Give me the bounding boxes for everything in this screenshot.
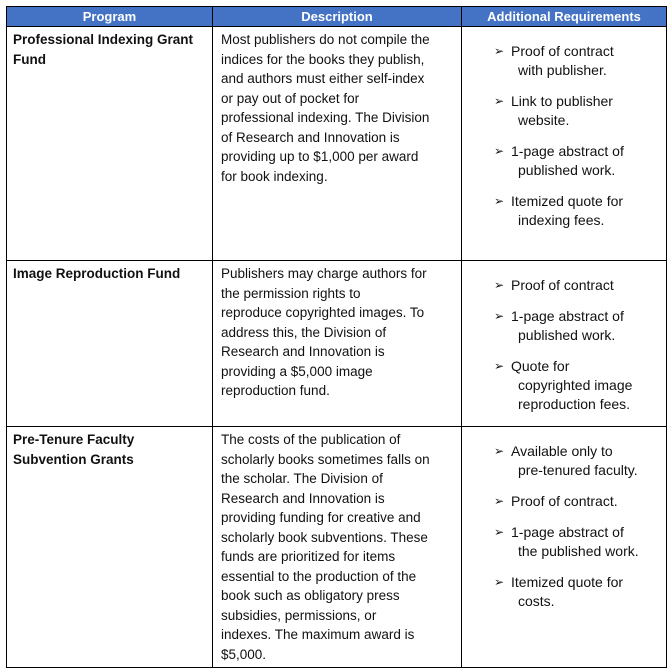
description-line: Research and Innovation is — [221, 344, 385, 359]
requirement-text: Proof of contract — [511, 43, 614, 59]
requirement-text: costs. — [518, 593, 555, 609]
description-line: The costs of the publication of — [221, 432, 401, 447]
description-line: reproduce copyrighted images. To — [221, 305, 425, 320]
arrow-bullet-icon: ➢ — [494, 44, 505, 58]
description-line: providing up to $1,000 per award — [221, 149, 419, 164]
requirement-item — [494, 573, 666, 611]
requirement-text: published work. — [518, 327, 616, 343]
requirement-text: copyrighted image — [518, 377, 633, 393]
requirements-cell — [462, 427, 667, 668]
arrow-bullet-icon: ➢ — [494, 575, 505, 589]
description-line: Publishers may charge authors for — [221, 266, 427, 281]
requirement-item — [494, 307, 666, 345]
arrow-bullet-icon: ➢ — [494, 144, 505, 158]
description-line: essential to the production of the — [221, 568, 417, 584]
requirement-text: Itemized quote for — [511, 574, 624, 590]
description-line: the permission rights to — [221, 285, 361, 301]
description-line: indexes. The maximum award is — [221, 627, 415, 642]
description-line: providing a $5,000 image — [221, 363, 373, 379]
requirement-text: Proof of contract — [511, 277, 614, 293]
description-line: of Research and Innovation is — [221, 129, 400, 145]
requirement-item — [494, 442, 666, 480]
requirement-text: 1-page abstract of — [511, 143, 624, 159]
arrow-bullet-icon: ➢ — [494, 444, 505, 458]
description-line: scholarly book subventions. These — [221, 529, 428, 545]
program-name-line: Fund — [13, 51, 46, 67]
arrow-bullet-icon: ➢ — [494, 359, 505, 373]
requirement-item — [494, 523, 666, 561]
requirement-text: Quote for — [511, 358, 570, 374]
description-line: indices for the books they publish, — [221, 51, 425, 67]
arrow-bullet-icon: ➢ — [494, 494, 505, 508]
description-line: funds are prioritized for items — [221, 549, 396, 564]
requirement-text: Link to publisher — [511, 93, 613, 109]
requirement-text: with publisher. — [518, 62, 607, 78]
table-row — [7, 27, 667, 261]
requirement-text: the published work. — [518, 543, 639, 559]
requirement-text: Proof of contract. — [511, 493, 618, 509]
requirement-item — [494, 142, 666, 180]
description-line: providing funding for creative and — [221, 510, 421, 525]
requirement-text: Itemized quote for — [511, 193, 624, 209]
description-line: subsidies, permissions, or — [221, 607, 377, 623]
program-name-line: Subvention Grants — [13, 451, 134, 467]
requirement-text: pre-tenured faculty. — [518, 462, 638, 478]
requirement-item — [494, 357, 666, 414]
header-additional-requirements: Additional Requirements — [462, 7, 667, 27]
requirement-text: 1-page abstract of — [511, 524, 624, 540]
description-cell — [213, 27, 462, 261]
requirements-cell — [462, 261, 667, 427]
program-name-line: Pre-Tenure Faculty — [13, 432, 135, 447]
requirement-item — [494, 92, 666, 130]
description-line: reproduction fund. — [221, 383, 330, 398]
description-line: Research and Innovation is — [221, 490, 385, 506]
description-cell — [213, 261, 462, 427]
requirement-item — [494, 276, 666, 295]
requirement-item — [494, 192, 666, 230]
requirement-item — [494, 42, 666, 80]
requirements-cell — [462, 27, 667, 261]
program-name-line: Professional Indexing Grant — [13, 32, 194, 47]
program-cell — [7, 427, 213, 668]
arrow-bullet-icon: ➢ — [494, 194, 505, 208]
requirement-text: Available only to — [511, 443, 613, 459]
description-line: professional indexing. The Division — [221, 110, 430, 125]
arrow-bullet-icon: ➢ — [494, 525, 505, 539]
program-cell — [7, 261, 213, 427]
description-line: Most publishers do not compile the — [221, 32, 430, 47]
requirement-text: 1-page abstract of — [511, 308, 624, 324]
requirement-text: reproduction fees. — [518, 396, 631, 412]
description-line: book such as obligatory press — [221, 588, 400, 603]
program-name-line: Image Reproduction Fund — [13, 266, 181, 281]
requirement-item — [494, 492, 666, 511]
programs-table — [6, 6, 667, 668]
description-line: for book indexing. — [221, 168, 328, 184]
description-line: $5,000. — [221, 646, 267, 662]
description-line: scholarly books sometimes falls on — [221, 451, 430, 467]
header-program: Program — [7, 7, 213, 27]
description-line: or pay out of pocket for — [221, 90, 360, 106]
table-row — [7, 427, 667, 668]
requirement-text: website. — [518, 112, 570, 128]
description-cell — [213, 427, 462, 668]
description-line: the scholar. The Division of — [221, 471, 383, 486]
table-row — [7, 261, 667, 427]
requirement-text: published work. — [518, 162, 616, 178]
arrow-bullet-icon: ➢ — [494, 94, 505, 108]
arrow-bullet-icon: ➢ — [494, 309, 505, 323]
description-line: and authors must either self-index — [221, 71, 425, 86]
description-line: address this, the Division of — [221, 324, 387, 340]
header-description: Description — [213, 7, 462, 27]
arrow-bullet-icon: ➢ — [494, 278, 505, 292]
requirement-text: indexing fees. — [518, 212, 605, 228]
program-cell — [7, 27, 213, 261]
